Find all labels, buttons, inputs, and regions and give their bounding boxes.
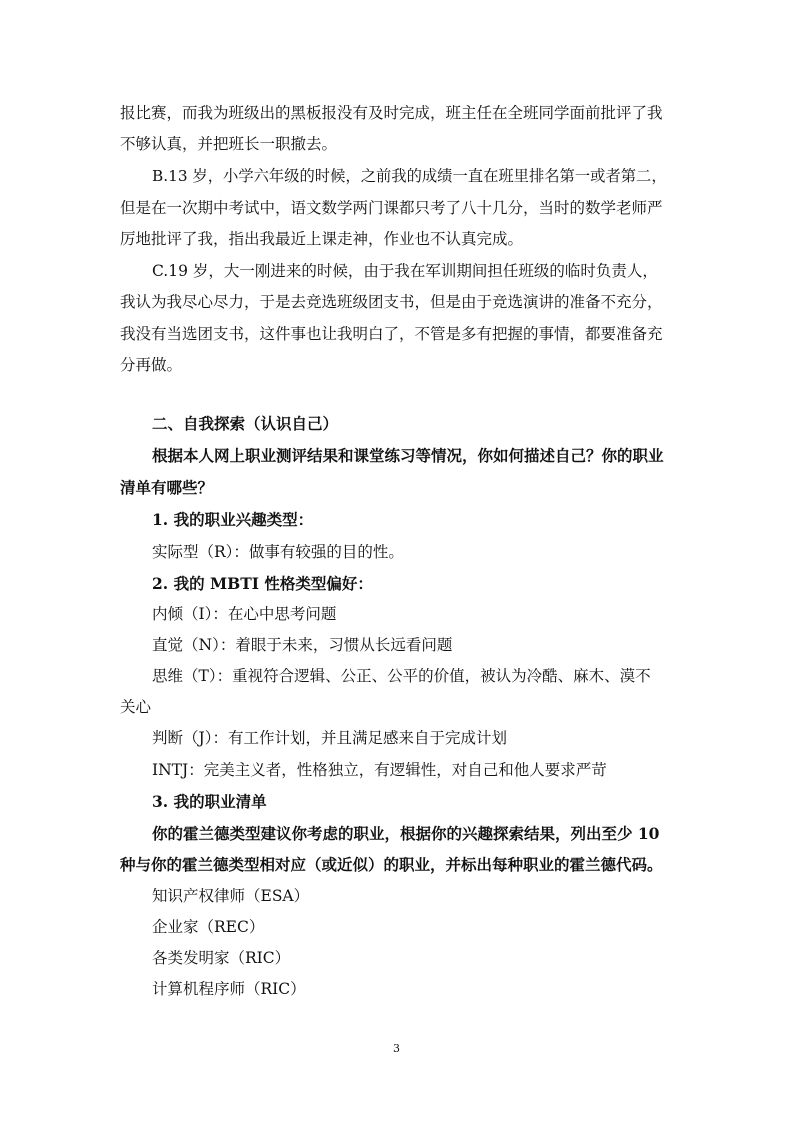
paragraph-b-line-2: 但是在一次期中考试中，语文数学两门课都只考了八十几分，当时的数学老师严 [120,199,663,217]
career-item: 各类发明家（RIC） [152,949,291,967]
mbti-intj: INTJ：完美主义者，性格独立，有逻辑性，对自己和他人要求严苛 [152,761,607,779]
item3-question-line-2: 种与你的霍兰德类型相对应（或近似）的职业，并标出每种职业的霍兰德代码。 [120,855,663,874]
item3-question-line-1: 你的霍兰德类型建议你考虑的职业，根据你的兴趣探索结果，列出至少 10 [152,824,660,843]
paragraph-c-line-3: 我没有当选团支书，这件事也让我明白了，不管是多有把握的事情，都要准备充 [120,325,663,343]
mbti-judging: 判断（J）：有工作计划，并且满足感来自于完成计划 [152,729,507,747]
paragraph-a-line-1: 报比赛，而我为班级出的黑板报没有及时完成，班主任在全班同学面前批评了我 [120,104,663,122]
mbti-thinking-line-2: 关心 [120,698,152,716]
career-item: 计算机程序师（RIC） [152,980,306,998]
mbti-introversion: 内倾（I）：在心中思考问题 [152,605,337,623]
career-item: 企业家（REC） [152,918,265,936]
paragraph-b-line-3: 厉地批评了我，指出我最近上课走神，作业也不认真完成。 [120,230,524,248]
item1-title: 1. 我的职业兴趣类型： [152,510,314,529]
item3-title: 3. 我的职业清单 [152,792,267,811]
mbti-thinking-line-1: 思维（T）：重视符合逻辑、公正、公平的价值，被认为冷酷、麻木、漠不 [152,667,651,685]
mbti-intuition: 直觉（N）：着眼于未来，习惯从长远看问题 [152,636,453,654]
interest-type-text: 实际型（R）：做事有较强的目的性。 [152,543,404,561]
question-line-1: 根据本人网上职业测评结果和课堂练习等情况，你如何描述自己？你的职业 [152,446,664,465]
section-heading: 二、自我探索（认识自己） [152,414,339,433]
paragraph-b-line-1: B.13 岁，小学六年级的时候，之前我的成绩一直在班里排名第一或者第二， [152,167,667,185]
paragraph-a-line-2: 不够认真，并把班长一职撤去。 [120,135,338,153]
item2-title: 2. 我的 MBTI 性格类型偏好： [152,574,373,593]
paragraph-c-line-4: 分再做。 [120,356,183,374]
paragraph-c-line-1: C.19 岁，大一刚进来的时候，由于我在军训期间担任班级的临时负责人， [152,262,658,280]
paragraph-c-line-2: 我认为我尽心尽力，于是去竞选班级团支书，但是由于竞选演讲的准备不充分， [120,293,663,311]
page-number: 3 [393,1042,400,1055]
career-item: 知识产权律师（ESA） [152,887,310,905]
question-line-2: 清单有哪些？ [120,478,214,497]
